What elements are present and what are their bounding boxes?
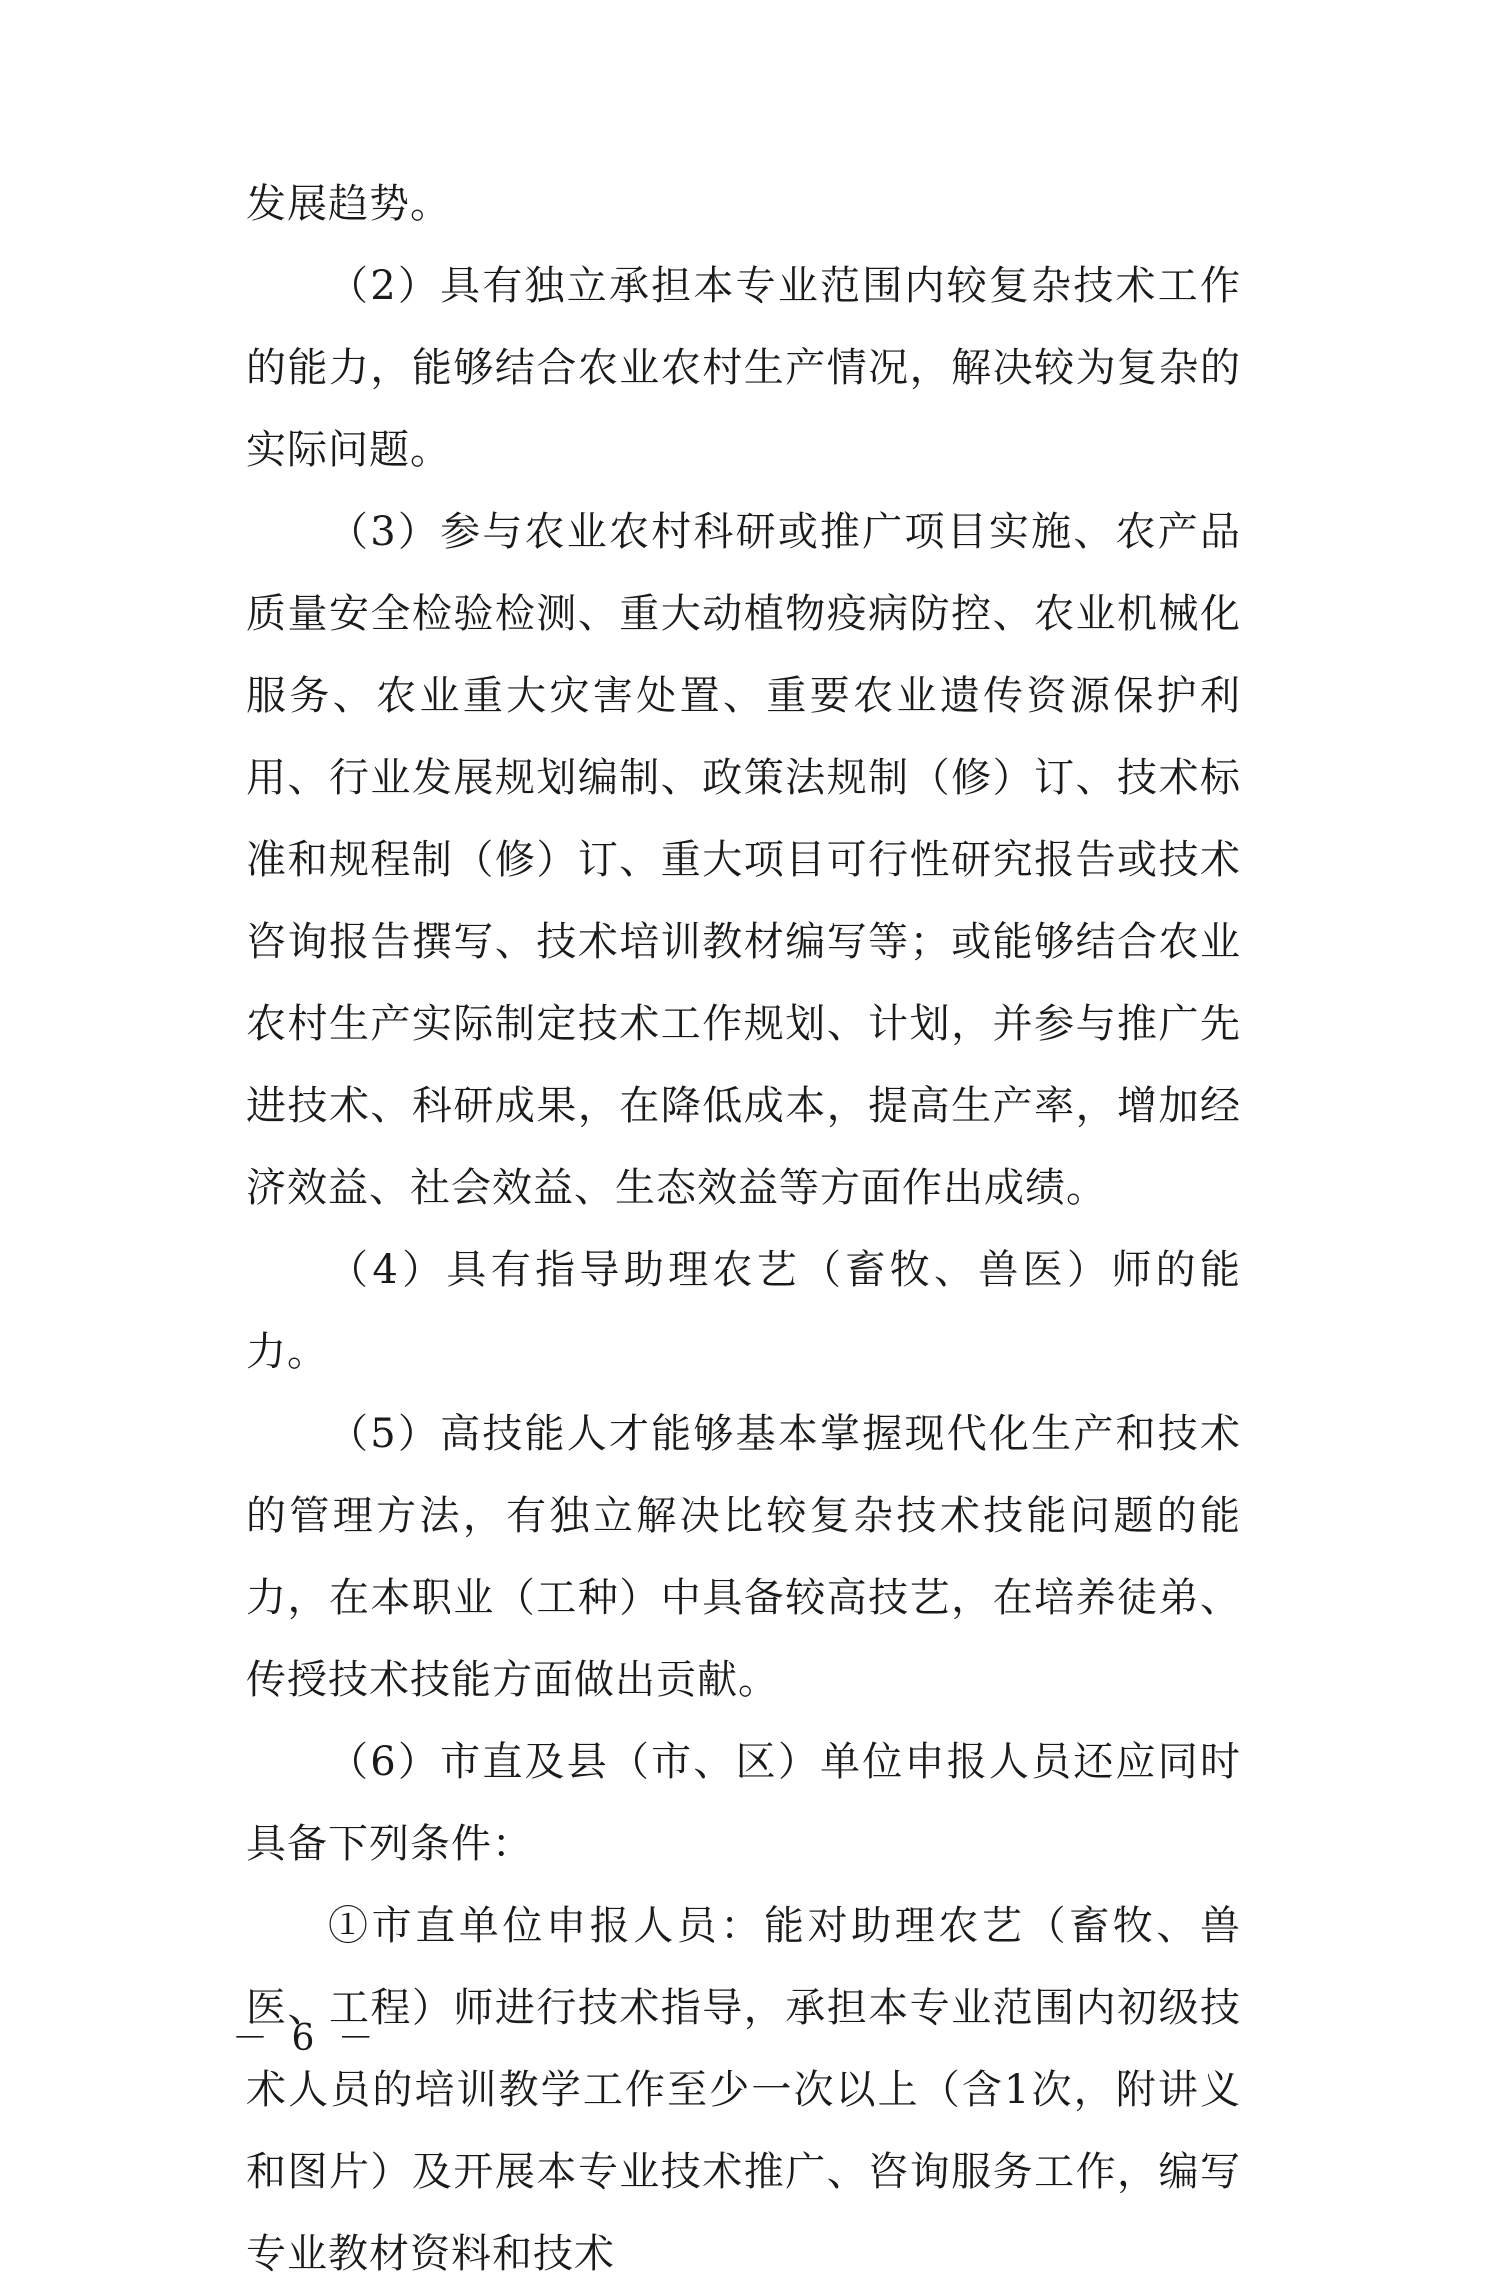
paragraph-subitem-1: ①市直单位申报人员：能对助理农艺（畜牧、兽医、工程）师进行技术指导，承担本专业范围内初级技术人员的培训教学工作至少一次以上（含1次，附讲义和图片）及开展本专业技术推广、咨询服务工作，编写专业教材资料和技术: [246, 1903, 1241, 2277]
paragraph-item-2: （2）具有独立承担本专业范围内较复杂技术工作的能力，能够结合农业农村生产情况，解决较为复杂的实际问题。: [246, 263, 1241, 473]
paragraph-item-3: （3）参与农业农村科研或推广项目实施、农产品质量安全检验检测、重大动植物疫病防控、农业机械化服务、农业重大灾害处置、重要农业遗传资源保护利用、行业发展规划编制、政策法规制（修）订、技术标准和规程制（修）订、重大项目可行性研究报告或技术咨询报告撰写、技术培训教材编写等；或能够结合农业农村生产实际制定技术工作规划、计划，并参与推广先进技术、科研成果，在降低成本，提高生产率，增加经济效益、社会效益、生态效益等方面作出成绩。: [246, 509, 1241, 1211]
paragraph-item-6: （6）市直及县（市、区）单位申报人员还应同时具备下列条件：: [246, 1739, 1241, 1867]
paragraph-item-5: （5）高技能人才能够基本掌握现代化生产和技术的管理方法，有独立解决比较复杂技术技能问题的能力，在本职业（工种）中具备较高技艺，在培养徒弟、传授技术技能方面做出贡献。: [246, 1411, 1241, 1703]
paragraph-continuation: 发展趋势。: [246, 181, 451, 227]
paragraph-item-4: （4）具有指导助理农艺（畜牧、兽医）师的能力。: [246, 1247, 1241, 1375]
document-body: [246, 163, 1241, 2295]
page-number: － 6 －: [232, 2018, 380, 2059]
